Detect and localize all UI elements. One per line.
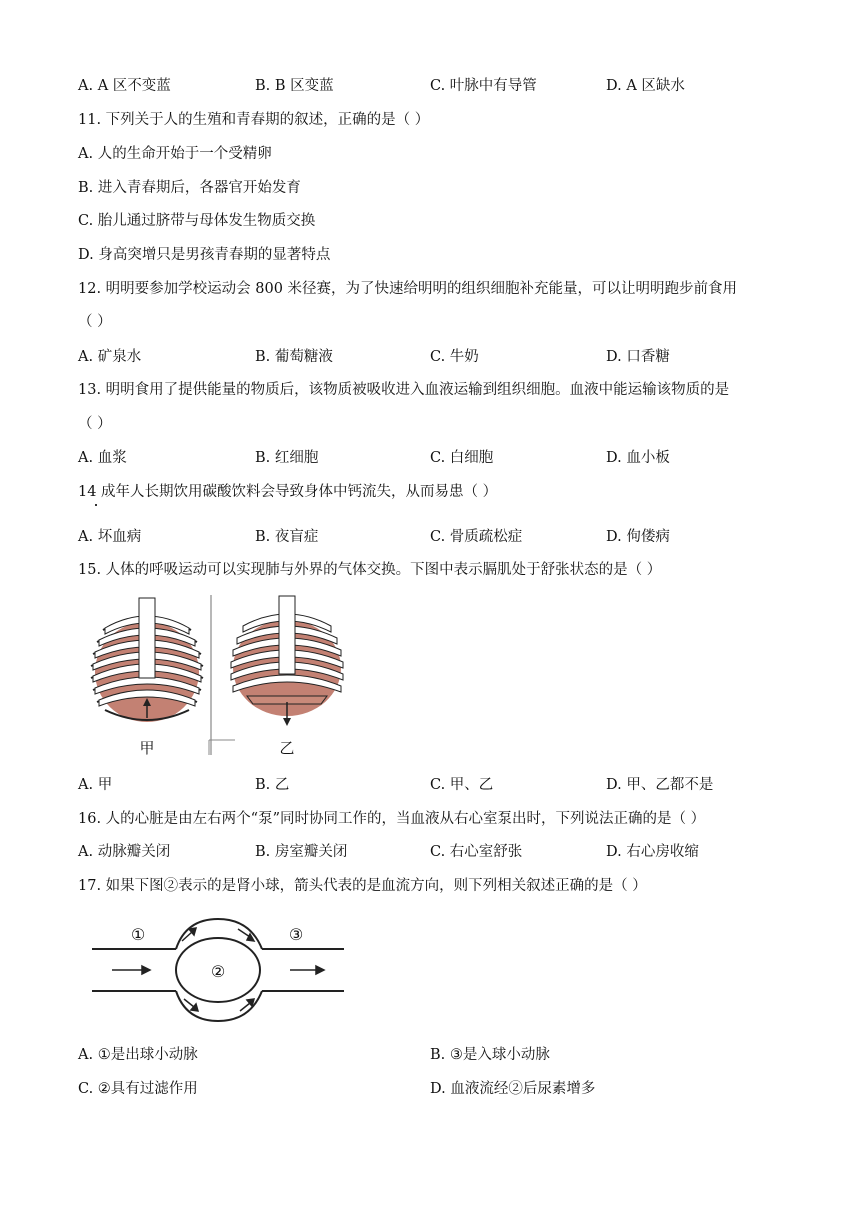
label-1: ① xyxy=(130,925,146,944)
q17-stem: 17. 如果下图②表示的是肾小球，箭头代表的是血流方向，则下列相关叙述正确的是（ ） xyxy=(78,878,647,894)
q16-stem: 16. 人的心脏是由左右两个“泵”同时协同工作的，当血液从右心室泵出时，下列说法正确的是（ ） xyxy=(78,811,706,827)
q17-option-c: C. ②具有过滤作用 xyxy=(78,1081,198,1097)
q11-option-c: C. 胎儿通过脐带与母体发生物质交换 xyxy=(78,213,316,229)
q14-option-d: D. 佝偻病 xyxy=(606,529,670,545)
ribcage-jia xyxy=(91,598,203,722)
q11-option-d: D. 身高突增只是男孩青春期的显著特点 xyxy=(78,247,331,263)
label-jia: 甲 xyxy=(139,739,155,757)
q16-option-c: C. 右心室舒张 xyxy=(430,844,523,860)
q14-stem: 14 成年人长期饮用碳酸饮料会导致身体中钙流失，从而易患（ ） xyxy=(78,484,498,500)
q13-option-a: A. 血浆 xyxy=(78,450,127,466)
glomerulus-figure xyxy=(90,915,350,1025)
q13-option-d: D. 血小板 xyxy=(606,450,670,466)
q14-option-b: B. 夜盲症 xyxy=(255,529,319,545)
q15-stem: 15. 人体的呼吸运动可以实现肺与外界的气体交换。下图中表示膈肌处于舒张状态的是（ ） xyxy=(78,562,662,578)
stray-dot xyxy=(95,504,97,506)
q15-option-d: D. 甲、乙都不是 xyxy=(606,777,714,793)
q17-option-d: D. 血液流经②后尿素增多 xyxy=(430,1081,596,1097)
q11-option-a: A. 人的生命开始于一个受精卵 xyxy=(78,146,272,162)
q12-stem: 12. 明明要参加学校运动会 800 米径赛，为了快速给明明的组织细胞补充能量，可以让明明跑步前食用 xyxy=(78,281,738,297)
q12-option-d: D. 口香糖 xyxy=(606,349,670,365)
q16-option-d: D. 右心房收缩 xyxy=(606,844,699,860)
q13-stem: 13. 明明食用了提供能量的物质后，该物质被吸收进入血液运输到组织细胞。血液中能运输该物质的是 xyxy=(78,382,730,398)
q14-option-c: C. 骨质疏松症 xyxy=(430,529,523,545)
q12-option-c: C. 牛奶 xyxy=(430,349,479,365)
ribcage-yi xyxy=(231,596,343,726)
q10-option-c: C. 叶脉中有导管 xyxy=(430,78,537,94)
q15-option-c: C. 甲、乙 xyxy=(430,777,494,793)
q15-option-a: A. 甲 xyxy=(78,777,113,793)
q10-option-a: A. A 区不变蓝 xyxy=(78,78,171,94)
q14-option-a: A. 坏血病 xyxy=(78,529,142,545)
ribcage-figure xyxy=(85,590,365,760)
label-2: ② xyxy=(210,962,226,981)
q13-option-b: B. 红细胞 xyxy=(255,450,319,466)
q12-option-a: A. 矿泉水 xyxy=(78,349,142,365)
q16-option-a: A. 动脉瓣关闭 xyxy=(78,844,171,860)
q16-option-b: B. 房室瓣关闭 xyxy=(255,844,348,860)
label-3: ③ xyxy=(288,925,304,944)
q12-answer-paren: （ ） xyxy=(78,314,112,330)
q13-answer-paren: （ ） xyxy=(78,416,112,432)
q17-option-a: A. ①是出球小动脉 xyxy=(78,1047,198,1063)
q12-option-b: B. 葡萄糖液 xyxy=(255,349,333,365)
q10-option-d: D. A 区缺水 xyxy=(606,78,685,94)
q17-option-b: B. ③是入球小动脉 xyxy=(430,1047,550,1063)
q13-option-c: C. 白细胞 xyxy=(430,450,494,466)
label-yi: 乙 xyxy=(279,739,295,757)
q11-option-b: B. 进入青春期后，各器官开始发育 xyxy=(78,180,301,196)
q10-option-b: B. B 区变蓝 xyxy=(255,78,334,94)
q11-stem: 11. 下列关于人的生殖和青春期的叙述，正确的是（ ） xyxy=(78,112,430,128)
q15-option-b: B. 乙 xyxy=(255,777,290,793)
